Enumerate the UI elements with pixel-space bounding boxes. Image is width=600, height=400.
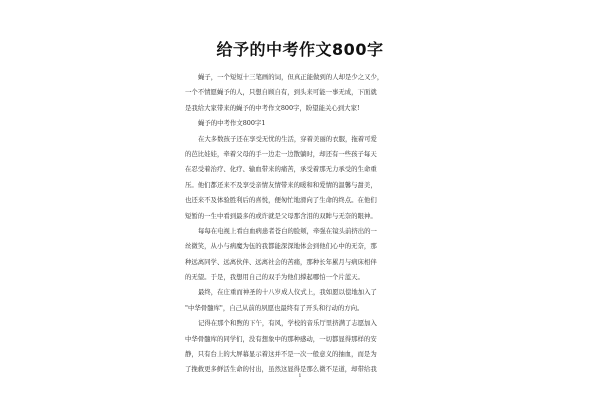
body-line: 压。他们都还来不及享受亲情友情带来的暖和和爱情的温馨与甜美， bbox=[185, 180, 377, 189]
body-line: 在大多数孩子还在享受无忧的生活，穿着美丽的衣服，拖着可爱 bbox=[198, 134, 377, 143]
body-line: 的无望。于是，我想用自己的双手为他们撑起哪怕一个片蓝天。 bbox=[185, 273, 364, 282]
body-line: 记得在那个和煦的下午，有风，学校的音乐厅里挤满了志愿加入 bbox=[198, 319, 377, 328]
body-line: 种远离同学、远离伙伴、远离社会的苦痛，那种长年累月与病床相伴 bbox=[185, 257, 377, 266]
body-line: 蝇子，一个短短十三笔画的词，但真正能做到的人却是少之又少， bbox=[198, 73, 384, 81]
body-line: 丝微笑，从小与病魔为伍的我都能深深地体会到他们心中的无奈，那 bbox=[185, 242, 377, 251]
body-line: 静，只有台上的大屏幕显示着这并不是一次一般意义的抽血，而是为 bbox=[185, 350, 377, 359]
body-line: 了挽救更多鲜活生命的付出，虽然这显得是那么微不足道，却带给我 bbox=[185, 365, 377, 374]
page-number: 1 bbox=[298, 373, 302, 379]
document-body bbox=[185, 70, 417, 378]
body-line: 短暂的一生中看到最多的或许就是父母那含泪的双眸与无奈的眼神。 bbox=[185, 211, 377, 220]
body-line: 的芭比娃娃，牵着父母的手一边走一边散躺时，却还有一些孩子每天 bbox=[185, 149, 377, 158]
body-line: 一个不情愿蝇予的人，只想自顾自有，到头来可能一事无成，下面就 bbox=[185, 88, 377, 97]
section-heading: 蝇予的中考作文800字1 bbox=[198, 119, 266, 128]
body-line: "中华骨髓库"，自己从前的夙愿也最终有了开头和行动的方向。 bbox=[185, 303, 364, 312]
body-line: 中华骨髓库的同学们，没有想象中的那种感动，一切都显得那样的安 bbox=[185, 334, 377, 343]
body-line: 最终，在庄重而神圣的十八岁成人仪式上，我如愿以偿地加入了 bbox=[198, 288, 377, 297]
document-title: 给予的中考作文800字 bbox=[216, 40, 384, 59]
body-line: 也还来不及体验胜利后的喜悦，便匆忙地滑向了生命的终点。在他们 bbox=[185, 196, 377, 205]
body-line: 是我给大家带来的蝇予的中考作文800字，盼望能关心到大家! bbox=[185, 103, 360, 112]
body-line: 每每在电视上看白血病患者苍白的脸颊，牵强在镜头前挤出的一 bbox=[198, 226, 377, 235]
body-line: 在忍受着治疗、化疗、输血带来的痛苦，承受着那无力承受的生命重 bbox=[185, 165, 377, 174]
